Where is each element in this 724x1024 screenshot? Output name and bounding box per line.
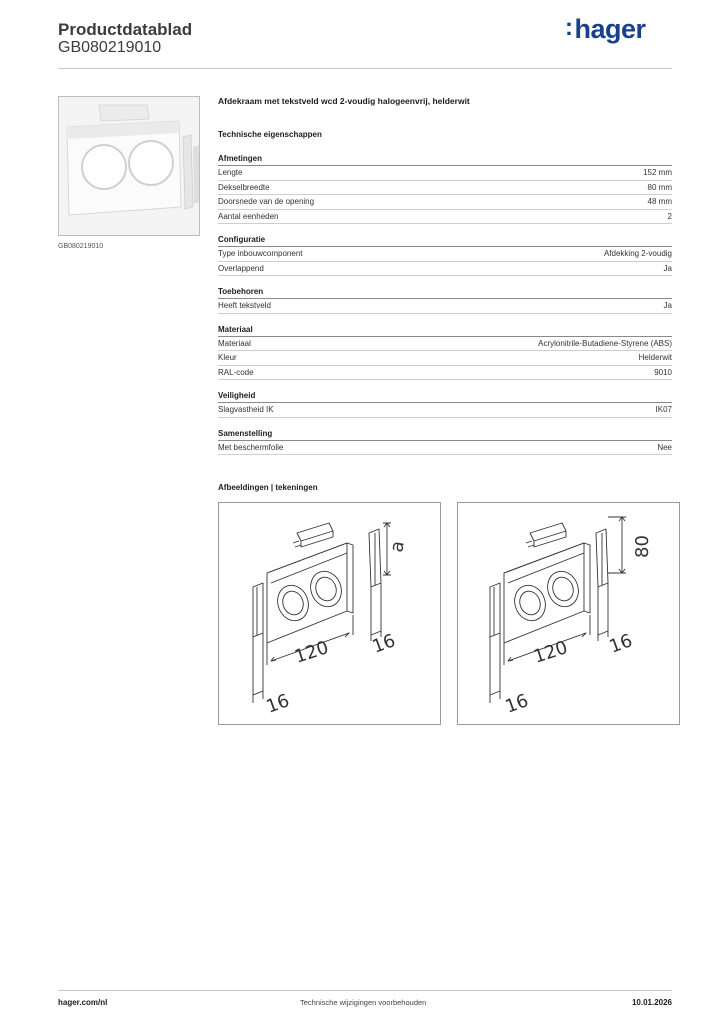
- spec-row: [218, 210, 672, 225]
- logo-wordmark: hager: [574, 14, 646, 44]
- drawing-1: [218, 502, 441, 725]
- spec-row: [218, 299, 672, 314]
- spec-label: Overlappend: [218, 263, 264, 273]
- spec-label: Aantal eenheden: [218, 211, 279, 221]
- drawings-heading: Afbeeldingen | tekeningen: [218, 483, 318, 492]
- spec-value: 48 mm: [647, 197, 672, 206]
- footer-divider: [58, 990, 672, 991]
- drawing-1-dim-width: 120: [292, 637, 332, 668]
- product-image-caption: GB080219010: [58, 243, 104, 250]
- spec-row: [218, 351, 672, 366]
- spec-label: RAL-code: [218, 367, 254, 377]
- spec-group-title: Materiaal: [218, 323, 672, 337]
- technical-heading: Technische eigenschappen: [218, 130, 322, 139]
- spec-value: Acrylonitrile-Butadiene-Styrene (ABS): [538, 338, 672, 348]
- logo-colon-mark: :: [565, 14, 573, 41]
- spec-group-toebehoren: [218, 285, 672, 314]
- spec-label: Type inbouwcomponent: [218, 249, 303, 258]
- drawing-2-dim-side: 16: [606, 630, 636, 658]
- spec-row: [218, 403, 672, 418]
- drawing-1-dim-side: 16: [369, 630, 399, 658]
- spec-group-samenstelling: [218, 427, 672, 456]
- spec-value: Ja: [663, 263, 672, 273]
- page-title: Productdatablad: [58, 20, 193, 39]
- spec-group-veiligheid: [218, 389, 672, 418]
- spec-label: Lengte: [218, 168, 243, 177]
- drawing-2: [457, 502, 680, 725]
- spec-value: Helderwit: [638, 353, 672, 362]
- spec-group-title: Veiligheid: [218, 389, 672, 403]
- spec-value: Nee: [657, 442, 672, 452]
- spec-value: Afdekking 2-voudig: [603, 249, 672, 258]
- footer-website-link[interactable]: hager.com/nl: [58, 998, 108, 1007]
- spec-label: Materiaal: [218, 338, 251, 348]
- spec-group-configuratie: [218, 233, 672, 276]
- spec-value: 9010: [654, 367, 672, 377]
- product-image: [58, 96, 200, 236]
- footer-date: 10.01.2026: [631, 998, 672, 1007]
- spec-value: IK07: [655, 405, 672, 414]
- spec-label: Kleur: [218, 353, 237, 362]
- spec-value: 2: [667, 211, 672, 221]
- spec-label: Doorsnede van de opening: [218, 197, 315, 206]
- drawing-2-dim-height: 80: [632, 535, 653, 558]
- spec-group-title: Configuratie: [218, 233, 672, 247]
- spec-row: [218, 195, 672, 210]
- spec-group-materiaal: [218, 323, 672, 381]
- drawing-1-dim-bottom: 16: [263, 690, 293, 718]
- spec-row: [218, 166, 672, 181]
- spec-value: Ja: [663, 301, 672, 310]
- footer-notice: Technische wijzigingen voorbehouden: [300, 998, 427, 1007]
- hager-logo[interactable]: [565, 14, 646, 45]
- spec-row: [218, 247, 672, 262]
- drawing-1-dim-height: a: [386, 539, 409, 554]
- spec-label: Heeft tekstveld: [218, 301, 271, 310]
- product-code: GB080219010: [58, 39, 162, 56]
- spec-value: 80 mm: [647, 182, 672, 192]
- spec-row: [218, 337, 672, 352]
- spec-value: 152 mm: [643, 168, 672, 177]
- spec-label: Slagvastheid IK: [218, 405, 274, 414]
- spec-row: [218, 366, 672, 381]
- spec-group-afmetingen: [218, 152, 672, 224]
- spec-group-title: Afmetingen: [218, 152, 672, 166]
- product-description: Afdekraam met tekstveld wcd 2-voudig halogeenvrij, helderwit: [218, 96, 470, 106]
- header-divider: [58, 68, 672, 69]
- spec-row: [218, 441, 672, 456]
- drawing-2-dim-bottom: 16: [502, 690, 532, 718]
- spec-table: [218, 152, 672, 464]
- spec-label: Dekselbreedte: [218, 182, 270, 192]
- spec-group-title: Samenstelling: [218, 427, 672, 441]
- spec-row: [218, 262, 672, 277]
- drawing-2-dim-width: 120: [531, 637, 571, 668]
- spec-group-title: Toebehoren: [218, 285, 672, 299]
- spec-row: [218, 181, 672, 196]
- spec-label: Met beschermfolie: [218, 442, 284, 452]
